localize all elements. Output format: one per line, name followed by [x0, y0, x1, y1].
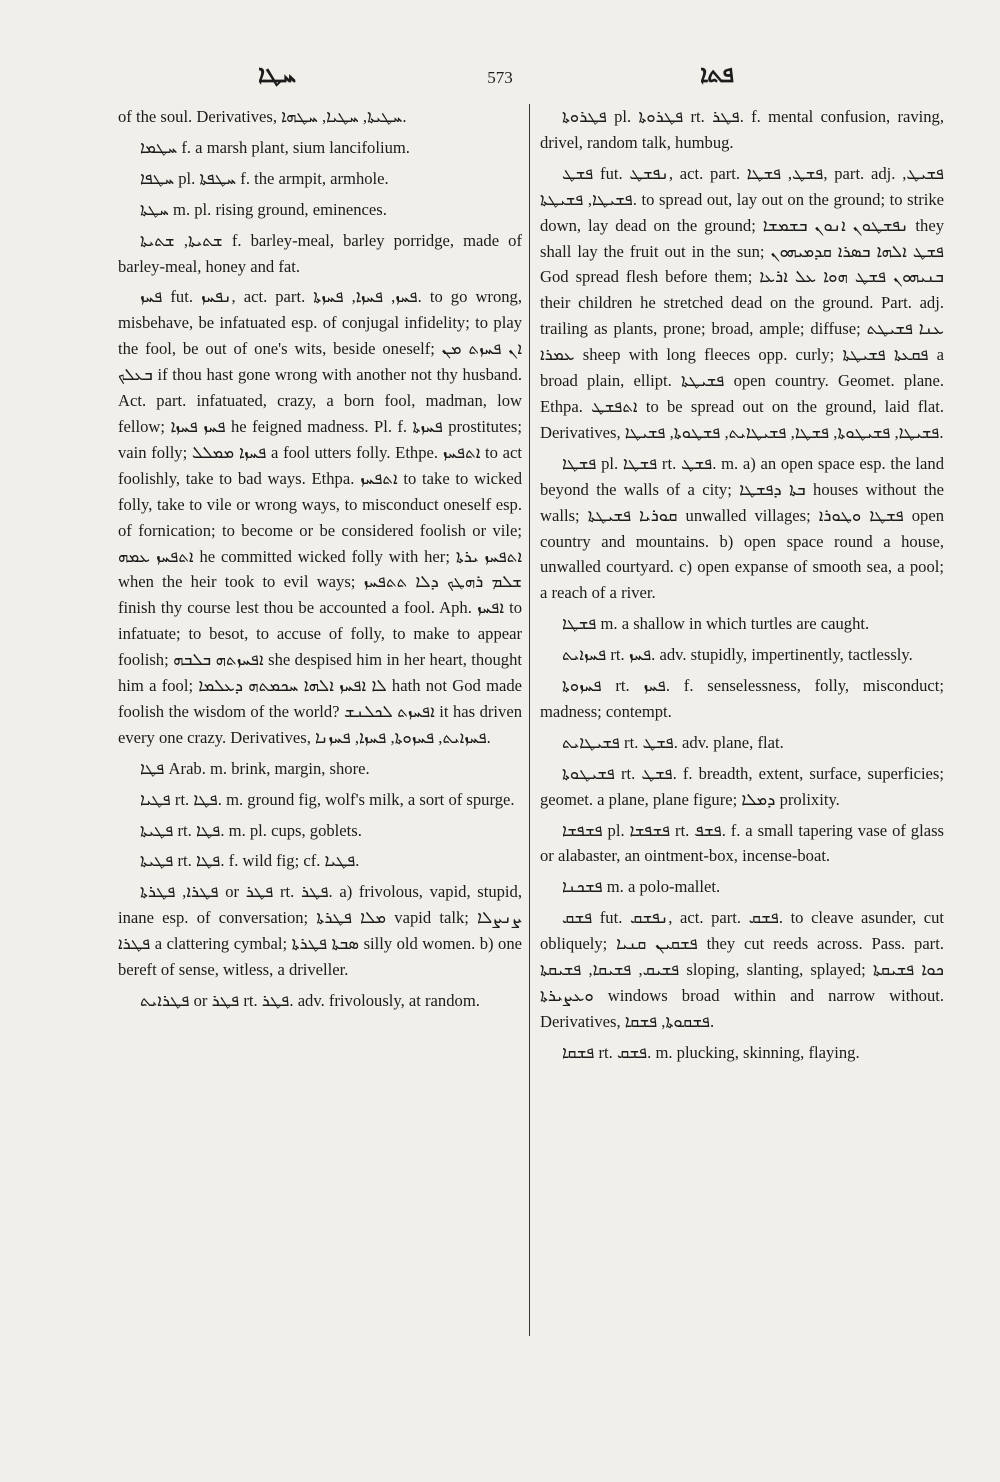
dictionary-entry: ܦܚܙܐܝܬ rt. ܦܚܙ. adv. stupidly, impertinently, tactlessly. [562, 645, 913, 665]
right-column [540, 104, 944, 1071]
dictionary-entry: ܦܫܛܐ m. a shallow in which turtles are caught. [562, 614, 870, 634]
left-column [118, 104, 522, 1019]
dictionary-entry: ܦܛܐ Arab. m. brink, margin, shore. [140, 758, 370, 778]
dictionary-entry: ܦܚܙ fut. ܢܦܚܙ, act. part. ܦܚܙ, ܦܚܙܐ, ܦܚܙܬܐ. to go wrong, misbehave, be infatuated esp. of conjugal infidelity; to play the fool, be out of one's wits, beside oneself; ܐܢ ܦܚܙܬ ܡܢ ܒܥܠܟ if thou hast gone wrong with another not thy husband. Act. part. infatuated, crazy, a born fool, madman, low fellow; ܦܚܙ ܦܚܙܐ he feigned madness. Pl. f. ܦܚܙܬܐ prostitutes; vain folly; ܦܚܙܐ ܡܡܠܠ a fool utters folly. Ethpe. ܐܬܦܚܙ to act foolishly, take to bad ways. Ethpa. ܐܬܦܚܙ to take to wicked folly, take to vile or wrong ways, to misconduct oneself esp. of fornication; to become or be considered foolish or vile; ܐܬܦܚܙ ܥܡܗ he committed wicked folly with her; ܐܬܦܚܙ ܝܪܬܐ when the heir took to evil ways; ܫܠܡ ܪܗܛܟ ܕܠܐ ܬܬܦܚܙ finish thy course lest thou be accounted a fool. Aph. ܐܦܚܙ to infatuate; to besot, to accuse of folly, to make to appear foolish; ܐܦܚܙܬܗ ܒܠܒܗ she despised him in her heart, thought him a fool; ܠܐ ܐܦܚܙ ܐܠܗܐ ܚܟܡܬܗ ܕܥܠܡܐ hath not God made foolish the wisdom of the world? ܐܦܚܙܬ ܠܟܠܢܫ it has driven every one crazy. Derivatives, ܦܚܙܐܝܬ, ܦܚܙܘܬܐ, ܦܚܙܐ, ܦܚܙܢܐ. [118, 287, 523, 747]
dictionary-entry: ܦܛܝܬܐ rt. ܦܛܐ. f. wild fig; cf. ܦܛܝܐ. [140, 851, 360, 871]
dictionary-entry: ܦܫܝܛܘܬܐ rt. ܦܫܛ. f. breadth, extent, surface, superficies; geomet. a plane, plane figure; ܕܡܠܐ prolixity. [540, 763, 944, 809]
dictionary-entry: ܦܛܝܐ rt. ܦܛܐ. m. ground fig, wolf's milk, a sort of spurge. [140, 789, 515, 809]
dictionary-entry: ܦܫܝܛܐܝܬ rt. ܦܫܛ. adv. plane, flat. [562, 732, 784, 752]
dictionary-entry: ܦܛܝܬܐ rt. ܦܛܐ. m. pl. cups, goblets. [140, 820, 362, 840]
dictionary-entry: ܦܛܪܘܬܐ pl. ܦܛܪܘܬܐ rt. ܦܛܪ. f. mental confusion, raving, drivel, random talk, humbug. [540, 107, 944, 152]
running-head-right: ܦܬܐ [700, 62, 735, 88]
dictionary-entry: ܫܬܝܬܐ, ܫܬܝܬܐ f. barley-meal, barley porridge, made of barley-meal, honey and fat. [118, 230, 522, 276]
dictionary-entry: of the soul. Derivatives, ܚܛܝܬܐ, ܚܛܝܐ, ܚܛܗܐ. [118, 107, 407, 126]
running-head-left: ܚܛܐ [258, 62, 297, 88]
dictionary-entry: ܚܛܡܐ f. a marsh plant, sium lancifolium. [140, 137, 410, 157]
dictionary-entry: ܦܫܩ fut. ܢܦܫܩ, act. part. ܦܫܩ. to cleave asunder, cut obliquely; ܦܫܩܝܢ ܩܢܝܐ they cut reeds across. Pass. part. ܦܫܝܩ, ܦܫܝܩܐ, ܦܫܝܩܬܐ sloping, slanting, splayed; ܟܘܐ ܦܫܝܩܬܐ ܘܥܨܝܪܬܐ windows broad within and narrow without. Derivatives, ܦܫܩܘܬܐ, ܦܫܩܐ. [540, 908, 945, 1031]
column-divider [529, 104, 530, 1336]
dictionary-entry: ܚܛܦܐ pl. ܚܛܦܬܐ f. the armpit, armhole. [140, 168, 389, 188]
dictionary-entry: ܦܫܛ fut. ܢܦܫܛ, act. part. ܦܫܛ, ܦܫܛܐ, part. adj. ܦܫܝܛ, ܦܫܝܛܐ, ܦܫܝܛܬܐ. to spread out, lay out on the ground; to strike down, lay dead on the ground; ܢܦܫܛܘܢ ܐܢܘܢ ܒܫܡܫܐ they shall lay the fruit out in the sun; ܦܫܛ ܐܠܗܐ ܒܣܪܐ ܩܕܡܝܗܘܢ God spread flesh before them; ܒܢܝܗܘܢ ܦܫܛ ܗܘܐ ܥܠ ܐܪܥܐ their children he stretched dead on the ground. Part. adj. trailing as plants, prone; broad, ample; diffuse; ܥܢܐ ܦܫܝܛܬ ܥܡܪܐ sheep with long fleeces opp. curly; ܦܩܥܬܐ ܦܫܝܛܬܐ a broad plain, ellipt. ܦܫܝܛܬܐ open country. Geomet. plane. Ethpa. ܐܬܦܫܛ to be spread out on the ground, laid flat. Derivatives, ܦܫܝܛܐ, ܦܫܝܛܘܬܐ, ܦܫܛܐ, ܦܫܝܛܐܝܬ, ܦܫܛܘܬܐ, ܦܫܝܛܐ. [540, 163, 945, 442]
dictionary-entry: ܦܫܩܐ rt. ܦܫܩ. m. plucking, skinning, flaying. [562, 1042, 860, 1062]
dictionary-entry: ܦܫܟܢܐ m. a polo-mallet. [562, 877, 721, 897]
dictionary-entry: ܦܛܪܐ, ܦܛܪܬܐ or ܦܛܪ rt. ܦܛܪ. a) frivolous, vapid, stupid, inane esp. of conversation; ܡܠܐ ܦܛܪܬܐ vapid talk; ܨܢܨܠܐ ܦܛܪܐ a clattering cymbal; ܣܒܬܐ ܦܛܪܬܐ silly old women. b) one bereft of sense, witless, a driveller. [118, 882, 523, 980]
dictionary-entry: ܦܫܛܐ pl. ܦܫܛܐ rt. ܦܫܛ. m. a) an open space esp. the land beyond the walls of a city; ܒܬܐ ܕܦܫܛܐ houses without the walls; ܩܘܪܝܐ ܦܫܝܛܬܐ unwalled villages; ܦܫܛܐ ܘܛܘܪܐ open country and mountains. b) open space round a house, unwalled courtyard. c) open expanse of smooth sea, a pool; a reach of a river. [540, 453, 944, 603]
page-number: 573 [487, 68, 513, 87]
dictionary-entry: ܚܛܬܐ m. pl. rising ground, eminences. [140, 199, 387, 219]
dictionary-entry: ܦܛܪܐܝܬ or ܦܛܪ rt. ܦܛܪ. adv. frivolously, at random. [140, 991, 480, 1010]
dictionary-entry: ܦܫܦܫܐ pl. ܦܫܦܫܐ rt. ܦܫܦ. f. a small tapering vase of glass or alabaster, an ointment-box, incense-boat. [540, 820, 944, 866]
dictionary-entry: ܦܚܙܘܬܐ rt. ܦܚܙ. f. senselessness, folly, misconduct; madness; contempt. [540, 676, 944, 721]
